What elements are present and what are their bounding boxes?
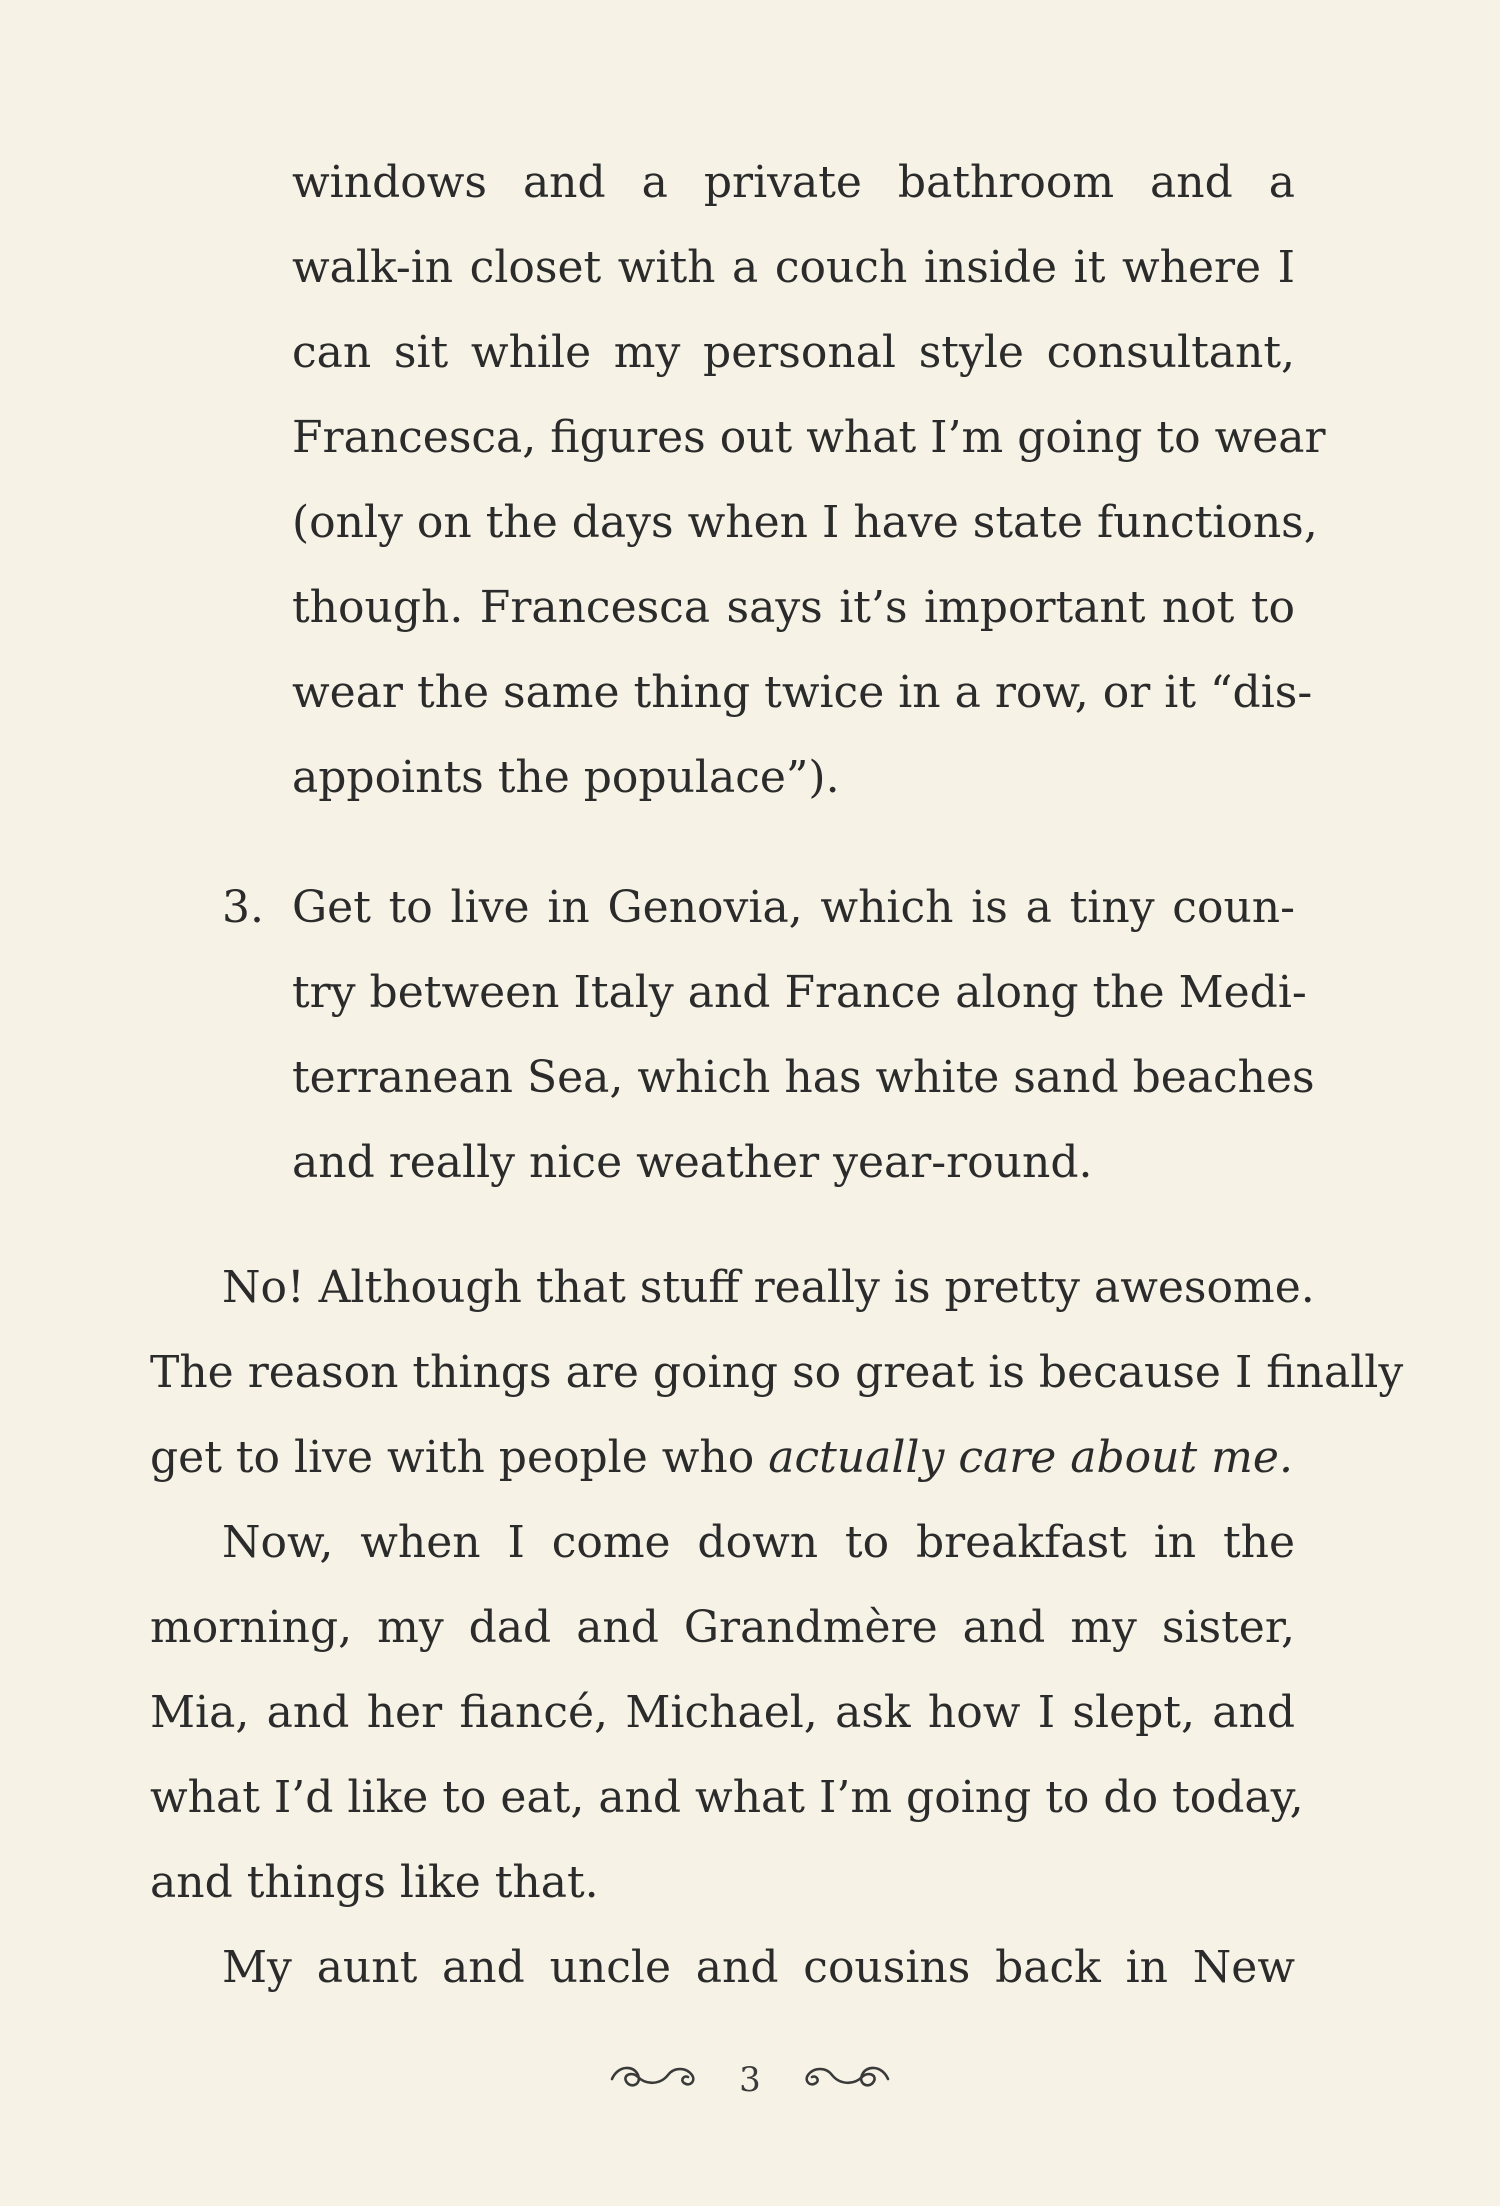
text-line: and really nice weather year-round. xyxy=(292,1137,1093,1188)
text-line: windows and a private bathroom and a xyxy=(292,157,1295,208)
text-line: walk-in closet with a couch inside it where I xyxy=(292,242,1295,293)
text-line: No! Although that stuff really is pretty awesome. xyxy=(222,1262,1315,1313)
text-line: can sit while my personal style consultant, xyxy=(292,327,1295,378)
text-line: Francesca, figures out what I’m going to wear xyxy=(292,412,1326,463)
text-line: terranean Sea, which has white sand beaches xyxy=(292,1052,1315,1103)
text-line: My aunt and uncle and cousins back in New xyxy=(222,1942,1295,1993)
page-number: 3 xyxy=(739,2060,761,2100)
text-line xyxy=(150,1415,1295,1500)
paragraph xyxy=(150,1245,1404,1500)
text-line: Mia, and her fiancé, Michael, ask how I slept, and xyxy=(150,1687,1295,1738)
left-flourish-icon xyxy=(608,2059,700,2102)
text-line: (only on the days when I have state functions, xyxy=(292,497,1318,548)
text-line: and things like that. xyxy=(150,1857,599,1908)
list-item-3 xyxy=(150,865,1315,1205)
paragraph xyxy=(150,1500,1304,1925)
text-line: try between Italy and France along the Medi- xyxy=(292,967,1307,1018)
right-flourish-icon xyxy=(800,2059,892,2102)
text-line: appoints the populace”). xyxy=(292,752,840,803)
text-line: though. Francesca says it’s important not to xyxy=(292,582,1295,633)
paragraph xyxy=(150,1925,1295,2010)
text-line: morning, my dad and Grandmère and my sister, xyxy=(150,1602,1295,1653)
list-number: 3. xyxy=(222,882,264,933)
text-span: get to live with people who xyxy=(150,1432,769,1483)
emphasis-text: actually care about me. xyxy=(768,1432,1293,1483)
text-line: Now, when I come down to breakfast in the xyxy=(222,1517,1295,1568)
page-footer xyxy=(0,2058,1500,2102)
page-body xyxy=(150,140,1404,2010)
text-line: what I’d like to eat, and what I’m going to do today, xyxy=(150,1772,1304,1823)
text-line: The reason things are going so great is because I finally xyxy=(150,1347,1404,1398)
text-line: wear the same thing twice in a row, or it “dis- xyxy=(292,667,1313,718)
list-item-2-continuation xyxy=(150,140,1326,820)
text-line: Get to live in Genovia, which is a tiny coun- xyxy=(292,882,1295,933)
